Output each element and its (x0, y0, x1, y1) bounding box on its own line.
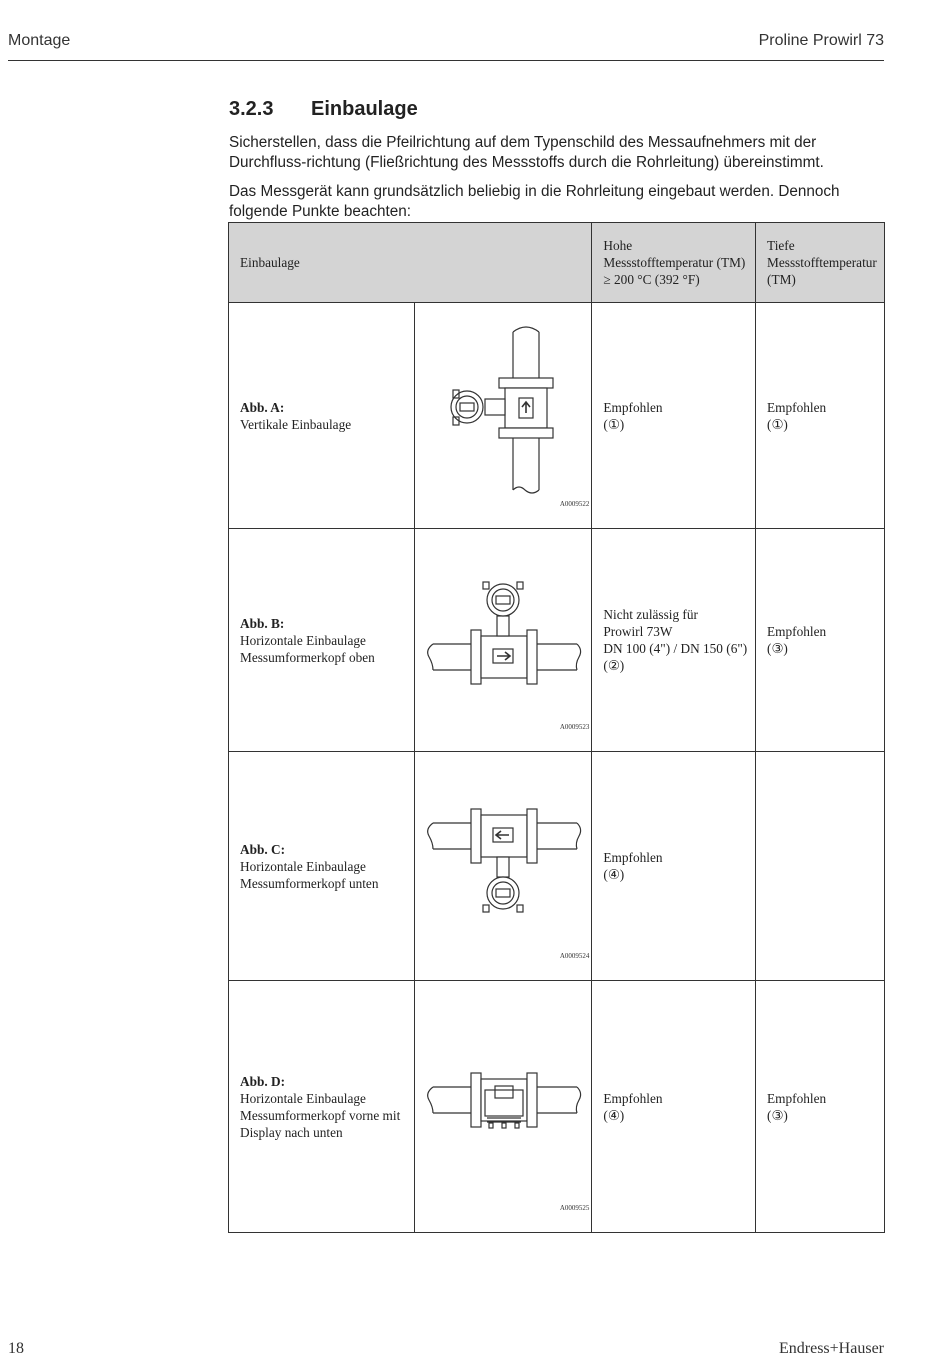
vertical-installation-illustration (415, 304, 591, 528)
row-a-high-1: Empfohlen (603, 399, 663, 415)
row-b-low-1: Empfohlen (767, 624, 827, 639)
row-d-figure (415, 981, 592, 1233)
row-b-high (592, 529, 756, 752)
row-d-high-2: (④) (603, 1107, 625, 1123)
row-b-desc1: Horizontale Einbaulage (240, 632, 366, 648)
row-b-high-4: (②) (603, 658, 625, 673)
row-d-desc3: Display nach unten (240, 1124, 343, 1140)
horizontal-head-top-illustration (415, 530, 591, 751)
paragraph-installation: Das Messgerät kann grundsätzlich beliebig in die Rohrleitung eingebaut werden. Dennoch folgende Punkte beachten: (229, 183, 840, 220)
row-a-high-2: (①) (603, 416, 625, 432)
row-a-figure-code: A0009522 (559, 500, 590, 508)
row-d-low-2: (③) (767, 1107, 788, 1123)
row-c-desc2: Messumformerkopf unten (240, 875, 379, 891)
row-d-title: Abb. D: (240, 1073, 286, 1089)
row-c-title: Abb. C: (240, 841, 286, 857)
row-a-figure (415, 303, 592, 529)
row-b-figure (415, 529, 592, 752)
header-low-line2: Messstofftemperatur (767, 255, 877, 270)
header-orientation: Einbaulage (229, 223, 592, 303)
header-low-temp (756, 223, 885, 303)
row-b-low (756, 529, 885, 752)
header-low-line1: Tiefe (767, 238, 795, 253)
row-c-low (756, 752, 885, 981)
horizontal-head-bottom-illustration (415, 753, 591, 980)
header-high-line3: ≥ 200 °C (392 °F) (603, 272, 700, 287)
footer-page-number: 18 (8, 1340, 24, 1357)
header-low-line3: (TM) (767, 272, 796, 287)
row-c-high-2: (④) (603, 867, 625, 882)
row-c-figure-code: A0009524 (559, 952, 590, 960)
row-d-label (229, 981, 415, 1233)
table-header-row (229, 223, 885, 303)
row-b-low-2: (③) (767, 641, 788, 656)
row-a-label (229, 303, 415, 529)
row-c-high (592, 752, 756, 981)
header-high-line2: Messstofftemperatur (TM) (603, 255, 746, 270)
table-row (229, 981, 885, 1233)
header-chapter: Montage (8, 32, 71, 49)
row-d-low-1: Empfohlen (767, 1090, 827, 1106)
row-c-desc1: Horizontale Einbaulage (240, 858, 366, 874)
row-c-high-1: Empfohlen (603, 850, 663, 865)
section-number: 3.2.3 (229, 98, 274, 120)
table-row (229, 529, 885, 752)
row-b-high-2: Prowirl 73W (603, 624, 673, 639)
header-rule (8, 60, 884, 61)
row-a-title: Abb. A: (240, 399, 285, 415)
header-product: Proline Prowirl 73 (758, 32, 884, 49)
row-b-desc2: Messumformerkopf oben (240, 649, 375, 665)
row-d-figure-code: A0009525 (559, 1204, 590, 1212)
section-title: Einbaulage (311, 98, 418, 120)
horizontal-head-front-illustration (415, 982, 591, 1232)
row-c-label (229, 752, 415, 981)
row-a-low-2: (①) (767, 416, 788, 432)
row-a-low-1: Empfohlen (767, 399, 827, 415)
row-d-high (592, 981, 756, 1233)
row-b-label (229, 529, 415, 752)
row-a-high (592, 303, 756, 529)
section-heading (229, 98, 418, 121)
row-d-low (756, 981, 885, 1233)
row-d-desc2: Messumformerkopf vorne mit (240, 1107, 401, 1123)
row-b-title: Abb. B: (240, 615, 285, 631)
orientation-table (228, 222, 885, 1233)
table-row (229, 752, 885, 981)
header-high-line1: Hohe (603, 238, 633, 253)
row-b-figure-code: A0009523 (559, 723, 590, 731)
row-a-desc: Vertikale Einbaulage (240, 416, 352, 432)
row-d-desc1: Horizontale Einbaulage (240, 1090, 366, 1106)
row-b-high-3: DN 100 (4") / DN 150 (6") (603, 641, 748, 656)
table-row (229, 303, 885, 529)
row-d-high-1: Empfohlen (603, 1090, 663, 1106)
row-b-high-1: Nicht zulässig für (603, 607, 698, 622)
footer-brand: Endress+Hauser (779, 1340, 884, 1357)
row-a-low (756, 303, 885, 529)
header-high-temp (592, 223, 756, 303)
row-c-figure (415, 752, 592, 981)
paragraph-arrow-direction: Sicherstellen, dass die Pfeilrichtung auf dem Typenschild des Messaufnehmers mit der Durchfluss-richtung (Fließrichtung des Messstoffs durch die Rohrleitung) übereinstimmt. (229, 134, 824, 171)
